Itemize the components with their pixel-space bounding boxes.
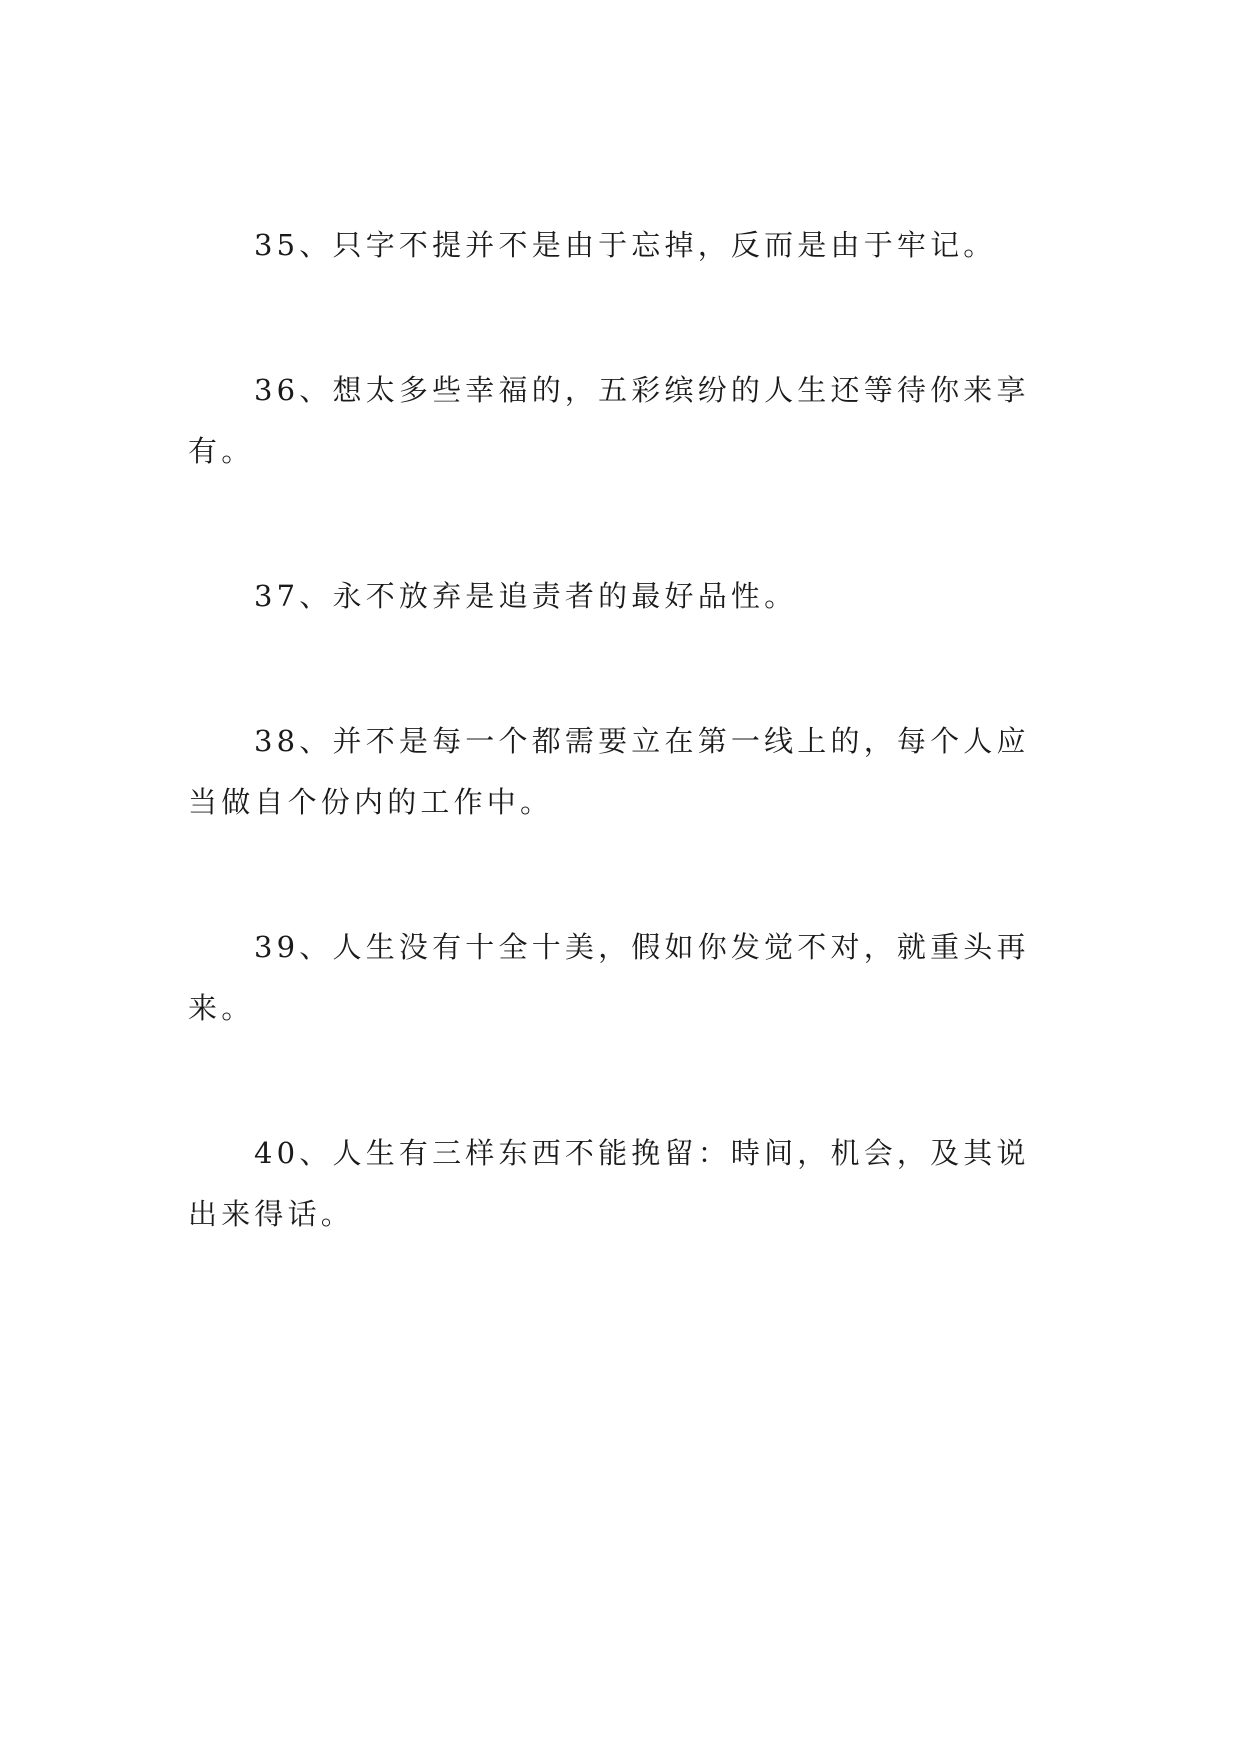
document-body [188,215,1058,1329]
paragraph-39: 39、人生没有十全十美，假如你发觉不对，就重头再来。 [188,930,1030,1025]
paragraph-40: 40、人生有三样东西不能挽留：時间，机会，及其说出来得话。 [188,1136,1030,1231]
paragraph-37: 37、永不放弃是追责者的最好品性。 [254,579,798,613]
paragraph-36: 36、想太多些幸福的，五彩缤纷的人生还等待你来享有。 [188,373,1030,468]
paragraph-38: 38、并不是每一个都需要立在第一线上的，每个人应当做自个份内的工作中。 [188,724,1030,819]
paragraph-35: 35、只字不提并不是由于忘掉，反而是由于牢记。 [254,228,997,262]
